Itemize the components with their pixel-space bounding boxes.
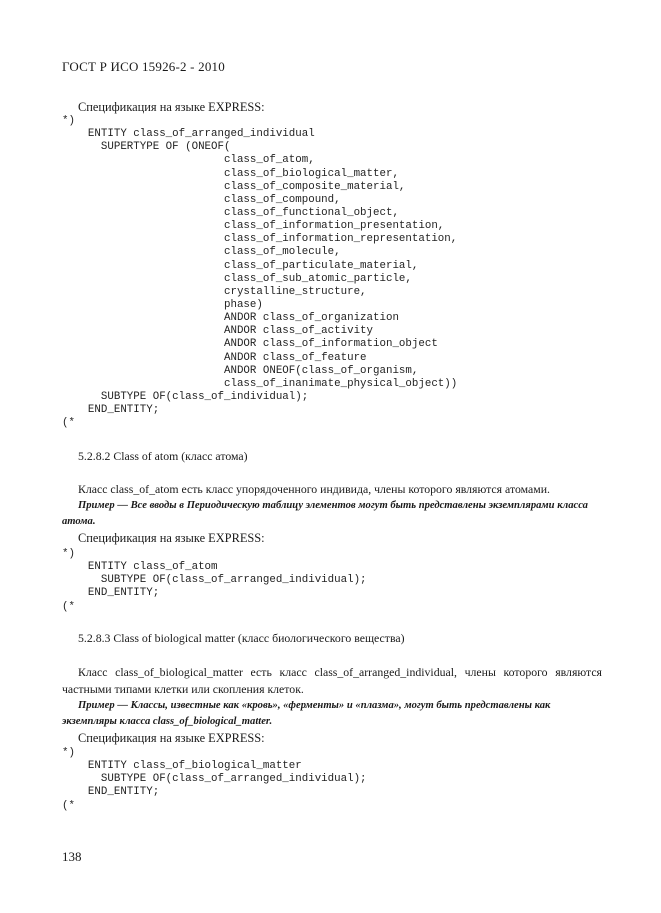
code-line: class_of_functional_object, [62, 206, 399, 219]
code-line: phase) [62, 298, 263, 311]
code-line: SUBTYPE OF(class_of_arranged_individual); [62, 574, 367, 587]
code-line: ENTITY class_of_biological_matter [62, 760, 302, 773]
code-line: class_of_biological_matter, [62, 167, 399, 180]
code-line: class_of_compound, [62, 193, 341, 206]
spec-label-atom: Спецификация на языке EXPRESS: [78, 531, 265, 545]
code-line: SUBTYPE OF(class_of_individual); [62, 390, 309, 403]
code-line: class_of_particulate_material, [62, 259, 419, 272]
page-header: ГОСТ Р ИСО 15926-2 - 2010 [62, 59, 225, 74]
code-line: ANDOR class_of_activity [62, 325, 374, 338]
paragraph-biological-text: Класс class_of_biological_matter есть класс class_of_arranged_individual, члены которого являются частными типами клетки или скопления клеток. [62, 665, 602, 696]
spec-label-arranged: Спецификация на языке EXPRESS: [78, 100, 265, 114]
page-number: 138 [62, 849, 82, 864]
paragraph-atom [62, 481, 602, 498]
code-line: ANDOR class_of_feature [62, 351, 367, 364]
code-line: *) [62, 747, 75, 759]
code-block-biological [62, 747, 367, 813]
code-line: (* [62, 799, 75, 812]
code-line: class_of_inanimate_physical_object)) [62, 377, 458, 390]
example-atom [62, 498, 602, 530]
code-line: ENTITY class_of_atom [62, 561, 218, 574]
code-block-atom [62, 548, 367, 614]
code-line: END_ENTITY; [62, 587, 160, 600]
code-line: ENTITY class_of_arranged_individual [62, 128, 315, 141]
code-line: (* [62, 417, 75, 430]
example-biological-label: Пример — [78, 700, 128, 711]
code-line: ANDOR class_of_organization [62, 312, 399, 325]
code-line: END_ENTITY; [62, 786, 160, 799]
code-line: class_of_information_representation, [62, 233, 458, 246]
code-line: class_of_sub_atomic_particle, [62, 272, 412, 285]
code-line: class_of_composite_material, [62, 180, 406, 193]
example-atom-text: Все вводы в Периодическую таблицу элементов могут быть представлены экземплярами класса атома. [62, 500, 588, 527]
section-heading-biological: 5.2.8.3 Class of biological matter (класс биологического вещества) [78, 631, 405, 645]
code-line: ANDOR ONEOF(class_of_organism, [62, 364, 419, 377]
code-line: *) [62, 115, 75, 127]
code-line: class_of_information_presentation, [62, 220, 445, 233]
code-line: class_of_atom, [62, 154, 315, 167]
example-atom-label: Пример — [78, 500, 128, 511]
code-line: SUBTYPE OF(class_of_arranged_individual); [62, 773, 367, 786]
code-line: *) [62, 548, 75, 560]
code-line: END_ENTITY; [62, 404, 160, 417]
section-heading-atom: 5.2.8.2 Class of atom (класс атома) [78, 449, 248, 463]
example-biological [62, 698, 602, 730]
code-line: class_of_molecule, [62, 246, 341, 259]
code-line: SUPERTYPE OF (ONEOF( [62, 141, 231, 154]
code-block-arranged [62, 115, 457, 430]
code-line: ANDOR class_of_information_object [62, 338, 438, 351]
code-line: crystalline_structure, [62, 285, 367, 298]
code-line: (* [62, 600, 75, 613]
paragraph-atom-text: Класс class_of_atom есть класс упорядоченного индивида, члены которого являются атомами. [78, 482, 550, 496]
spec-label-biological: Спецификация на языке EXPRESS: [78, 731, 265, 745]
paragraph-biological [62, 664, 602, 698]
example-biological-text: Классы, известные как «кровь», «ферменты» и «плазма», могут быть представлены как экземпляры класса class_of_biological_matter. [62, 700, 551, 727]
